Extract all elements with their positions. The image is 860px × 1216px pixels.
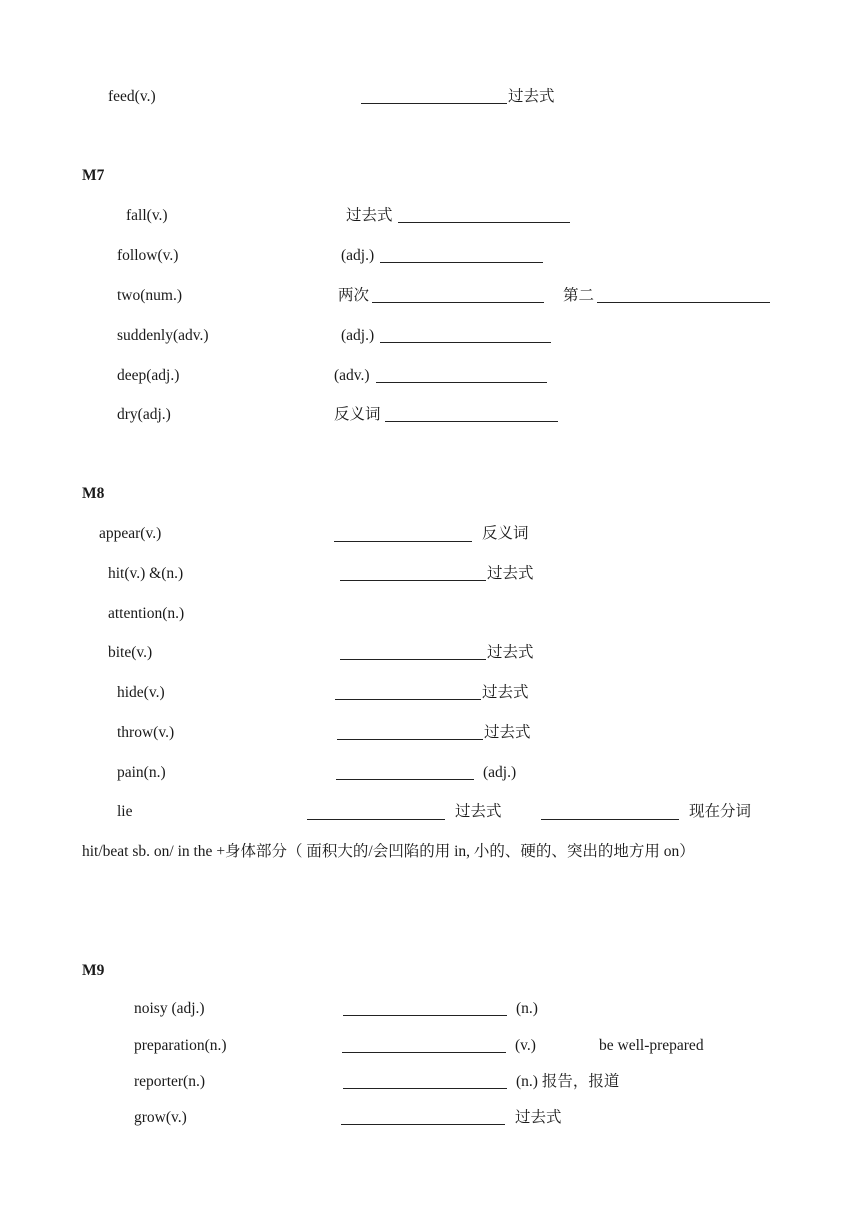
word-hit: hit(v.) &(n.) [108, 565, 184, 582]
section-heading-m7: M7 [82, 167, 105, 184]
word-attention: attention(n.) [108, 605, 185, 622]
blank-reporter-noun[interactable] [343, 1088, 507, 1089]
blank-two-twice[interactable] [372, 302, 544, 303]
section-heading-m9: M9 [82, 962, 105, 979]
word-feed: feed(v.) [108, 88, 156, 105]
label-deep-adv: (adv.) [334, 367, 370, 384]
label-two-twice: 两次 [338, 287, 370, 304]
word-follow: follow(v.) [117, 247, 179, 264]
word-fall: fall(v.) [126, 207, 168, 224]
label-hide-past: 过去式 [482, 684, 529, 701]
word-dry: dry(adj.) [117, 406, 171, 423]
word-appear: appear(v.) [99, 525, 162, 542]
label-grow-past: 过去式 [515, 1109, 562, 1126]
word-pain: pain(n.) [117, 764, 166, 781]
blank-follow-adj[interactable] [380, 262, 543, 263]
word-reporter: reporter(n.) [134, 1073, 205, 1090]
label-reporter-noun: (n.) 报告，报道 [516, 1073, 620, 1090]
blank-fall-past[interactable] [398, 222, 570, 223]
word-noisy: noisy (adj.) [134, 1000, 205, 1017]
label-throw-past: 过去式 [484, 724, 531, 741]
blank-dry-antonym[interactable] [385, 421, 558, 422]
blank-throw-past[interactable] [337, 739, 483, 740]
blank-pain-adj[interactable] [336, 779, 474, 780]
word-preparation: preparation(n.) [134, 1037, 227, 1054]
phrase-be-well-prepared: be well-prepared [599, 1037, 704, 1054]
label-noisy-noun: (n.) [516, 1000, 538, 1017]
label-preparation-verb: (v.) [515, 1037, 536, 1054]
blank-suddenly-adj[interactable] [380, 342, 551, 343]
word-throw: throw(v.) [117, 724, 175, 741]
blank-lie-past[interactable] [307, 819, 445, 820]
label-hit-past: 过去式 [487, 565, 534, 582]
blank-lie-present-participle[interactable] [541, 819, 679, 820]
label-fall-past: 过去式 [346, 207, 393, 224]
blank-preparation-verb[interactable] [342, 1052, 506, 1053]
label-pain-adj: (adj.) [483, 764, 517, 781]
label-dry-antonym: 反义词 [334, 406, 381, 423]
blank-two-second[interactable] [597, 302, 770, 303]
word-suddenly: suddenly(adv.) [117, 327, 209, 344]
label-follow-adj: (adj.) [341, 247, 375, 264]
blank-bite-past[interactable] [340, 659, 486, 660]
label-two-second: 第二 [563, 287, 595, 304]
blank-hide-past[interactable] [335, 699, 481, 700]
label-lie-past: 过去式 [455, 803, 502, 820]
word-deep: deep(adj.) [117, 367, 180, 384]
blank-appear[interactable] [334, 541, 472, 542]
word-bite: bite(v.) [108, 644, 153, 661]
label-bite-past: 过去式 [487, 644, 534, 661]
blank-grow-past[interactable] [341, 1124, 505, 1125]
word-two: two(num.) [117, 287, 183, 304]
blank-feed-past[interactable] [361, 103, 507, 104]
blank-noisy-noun[interactable] [343, 1015, 507, 1016]
word-lie: lie [117, 803, 133, 820]
word-hide: hide(v.) [117, 684, 165, 701]
word-grow: grow(v.) [134, 1109, 187, 1126]
note-hit-beat: hit/beat sb. on/ in the +身体部分（ 面积大的/会凹陷的用 in, 小的、硬的、突出的地方用 on） [82, 843, 695, 860]
blank-deep-adv[interactable] [376, 382, 547, 383]
label-suddenly-adj: (adj.) [341, 327, 375, 344]
label-appear-antonym: 反义词 [482, 525, 529, 542]
label-lie-present-participle: 现在分词 [689, 803, 752, 820]
blank-hit-past[interactable] [340, 580, 486, 581]
section-heading-m8: M8 [82, 485, 105, 502]
label-feed-past: 过去式 [508, 88, 555, 105]
